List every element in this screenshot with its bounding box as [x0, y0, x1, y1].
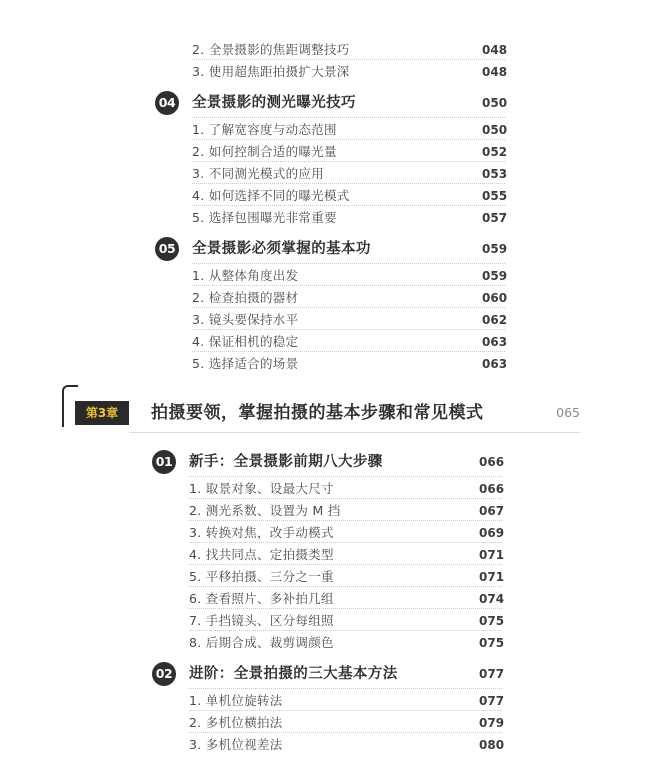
toc-section-05[interactable]	[155, 237, 508, 261]
toc-entry-page: 071	[479, 570, 505, 584]
dotted-divider	[192, 205, 505, 206]
toc-entry-page: 050	[482, 123, 508, 137]
section-number-badge: 02	[152, 662, 176, 686]
toc-entry[interactable]	[192, 310, 508, 330]
toc-entry-page: 063	[482, 335, 508, 349]
dotted-divider	[189, 564, 502, 565]
toc-entry-page: 053	[482, 167, 508, 181]
toc-entry-page: 062	[482, 313, 508, 327]
chapter-divider	[129, 432, 580, 433]
dotted-divider	[192, 59, 505, 60]
dotted-divider	[192, 117, 505, 118]
dotted-divider	[189, 586, 502, 587]
toc-entry[interactable]	[189, 523, 505, 543]
toc-entry-label: 2. 测光系数、设置为 M 挡	[189, 503, 341, 518]
toc-entry-label: 4. 如何选择不同的曝光模式	[192, 188, 350, 203]
toc-entry-page: 066	[479, 482, 505, 496]
dotted-divider	[192, 263, 505, 264]
toc-section-02[interactable]	[152, 662, 505, 686]
dotted-divider	[192, 139, 505, 140]
toc-entry-label: 2. 检查拍摄的器材	[192, 290, 299, 305]
toc-entry-label: 5. 选择包围曝光非常重要	[192, 210, 337, 225]
toc-entry[interactable]	[189, 479, 505, 499]
toc-entry-label: 4. 找共同点、定拍摄类型	[189, 547, 334, 562]
section-number-badge: 05	[155, 237, 179, 261]
section-page: 050	[482, 96, 508, 110]
dotted-divider	[192, 307, 505, 308]
toc-entry-label: 4. 保证相机的稳定	[192, 334, 299, 349]
toc-entry-label: 3. 多机位视差法	[189, 737, 283, 752]
toc-entry-label: 3. 使用超焦距拍摄扩大景深	[192, 64, 350, 79]
toc-entry-label: 8. 后期合成、裁剪调颜色	[189, 635, 334, 650]
toc-entry-label: 7. 手挡镜头、区分每组照	[189, 613, 334, 628]
chapter-page: 065	[556, 405, 580, 420]
toc-entry-page: 059	[482, 269, 508, 283]
dotted-divider	[192, 161, 505, 162]
dotted-divider	[189, 476, 502, 477]
toc-entry[interactable]	[189, 501, 505, 521]
section-title: 进阶：全景拍摄的三大基本方法	[189, 666, 398, 682]
toc-entry-page: 055	[482, 189, 508, 203]
toc-entry-label: 5. 选择适合的场景	[192, 356, 299, 371]
toc-entry-page: 069	[479, 526, 505, 540]
dotted-divider	[192, 351, 505, 352]
dotted-divider	[189, 520, 502, 521]
section-number-badge: 04	[155, 91, 179, 115]
chapter-3-header[interactable]	[75, 399, 580, 427]
toc-entry[interactable]	[192, 332, 508, 352]
toc-entry-page: 077	[479, 694, 505, 708]
section-title: 全景摄影必须掌握的基本功	[192, 241, 371, 257]
toc-entry-page: 075	[479, 636, 505, 650]
section-page: 066	[479, 455, 505, 469]
toc-entry-page: 079	[479, 716, 505, 730]
toc-entry-label: 3. 转换对焦，改手动模式	[189, 525, 334, 540]
dotted-divider	[189, 542, 502, 543]
section-number-badge: 01	[152, 450, 176, 474]
dotted-divider	[192, 329, 505, 330]
toc-entry-label: 1. 了解宽容度与动态范围	[192, 122, 337, 137]
toc-entry-label: 3. 不同测光模式的应用	[192, 166, 324, 181]
toc-entry-label: 1. 取景对象、设最大尺寸	[189, 481, 334, 496]
dotted-divider	[192, 285, 505, 286]
toc-entry-page: 057	[482, 211, 508, 225]
toc-entry-page: 048	[482, 65, 508, 79]
toc-entry[interactable]	[189, 691, 505, 711]
toc-entry[interactable]	[192, 120, 508, 140]
toc-entry-page: 060	[482, 291, 508, 305]
toc-entry[interactable]	[192, 266, 508, 286]
toc-entry[interactable]	[192, 186, 508, 206]
toc-entry-page: 048	[482, 43, 508, 57]
toc-section-01[interactable]	[152, 450, 505, 474]
dotted-divider	[189, 688, 502, 689]
section-title: 全景摄影的测光曝光技巧	[192, 95, 356, 111]
toc-entry[interactable]	[192, 62, 508, 82]
section-title: 新手：全景摄影前期八大步骤	[189, 454, 383, 470]
toc-entry[interactable]	[189, 713, 505, 733]
dotted-divider	[189, 608, 502, 609]
toc-entry-page: 071	[479, 548, 505, 562]
dotted-divider	[189, 710, 502, 711]
chapter-label: 第3章	[75, 401, 129, 425]
dotted-divider	[189, 630, 502, 631]
toc-entry[interactable]	[189, 545, 505, 565]
section-page: 059	[482, 242, 508, 256]
toc-entry[interactable]	[192, 142, 508, 162]
toc-entry-page: 075	[479, 614, 505, 628]
toc-entry-page: 067	[479, 504, 505, 518]
toc-entry-label: 2. 如何控制合适的曝光量	[192, 144, 337, 159]
dotted-divider	[189, 732, 502, 733]
toc-entry-label: 6. 查看照片、多补拍几组	[189, 591, 334, 606]
section-page: 077	[479, 667, 505, 681]
toc-entry[interactable]	[192, 354, 508, 374]
toc-entry-label: 2. 全景摄影的焦距调整技巧	[192, 42, 350, 57]
toc-entry-page: 074	[479, 592, 505, 606]
toc-section-04[interactable]	[155, 91, 508, 115]
toc-entry[interactable]	[192, 164, 508, 184]
toc-entry-page: 052	[482, 145, 508, 159]
toc-entry-label: 1. 从整体角度出发	[192, 268, 299, 283]
toc-entry[interactable]	[189, 567, 505, 587]
toc-entry-label: 3. 镜头要保持水平	[192, 312, 299, 327]
chapter-title: 拍摄要领，掌握拍摄的基本步骤和常见模式	[151, 403, 484, 423]
toc-entry[interactable]	[192, 288, 508, 308]
toc-entry[interactable]	[189, 589, 505, 609]
dotted-divider	[192, 183, 505, 184]
toc-entry[interactable]	[189, 735, 505, 755]
toc-entry-page: 063	[482, 357, 508, 371]
toc-entry-label: 2. 多机位横拍法	[189, 715, 283, 730]
toc-entry[interactable]	[192, 40, 508, 60]
toc-entry-page: 080	[479, 738, 505, 752]
toc-entry-label: 1. 单机位旋转法	[189, 693, 283, 708]
toc-entry-label: 5. 平移拍摄、三分之一重	[189, 569, 334, 584]
toc-entry[interactable]	[189, 633, 505, 653]
toc-entry[interactable]	[189, 611, 505, 631]
dotted-divider	[189, 498, 502, 499]
toc-entry[interactable]	[192, 208, 508, 228]
